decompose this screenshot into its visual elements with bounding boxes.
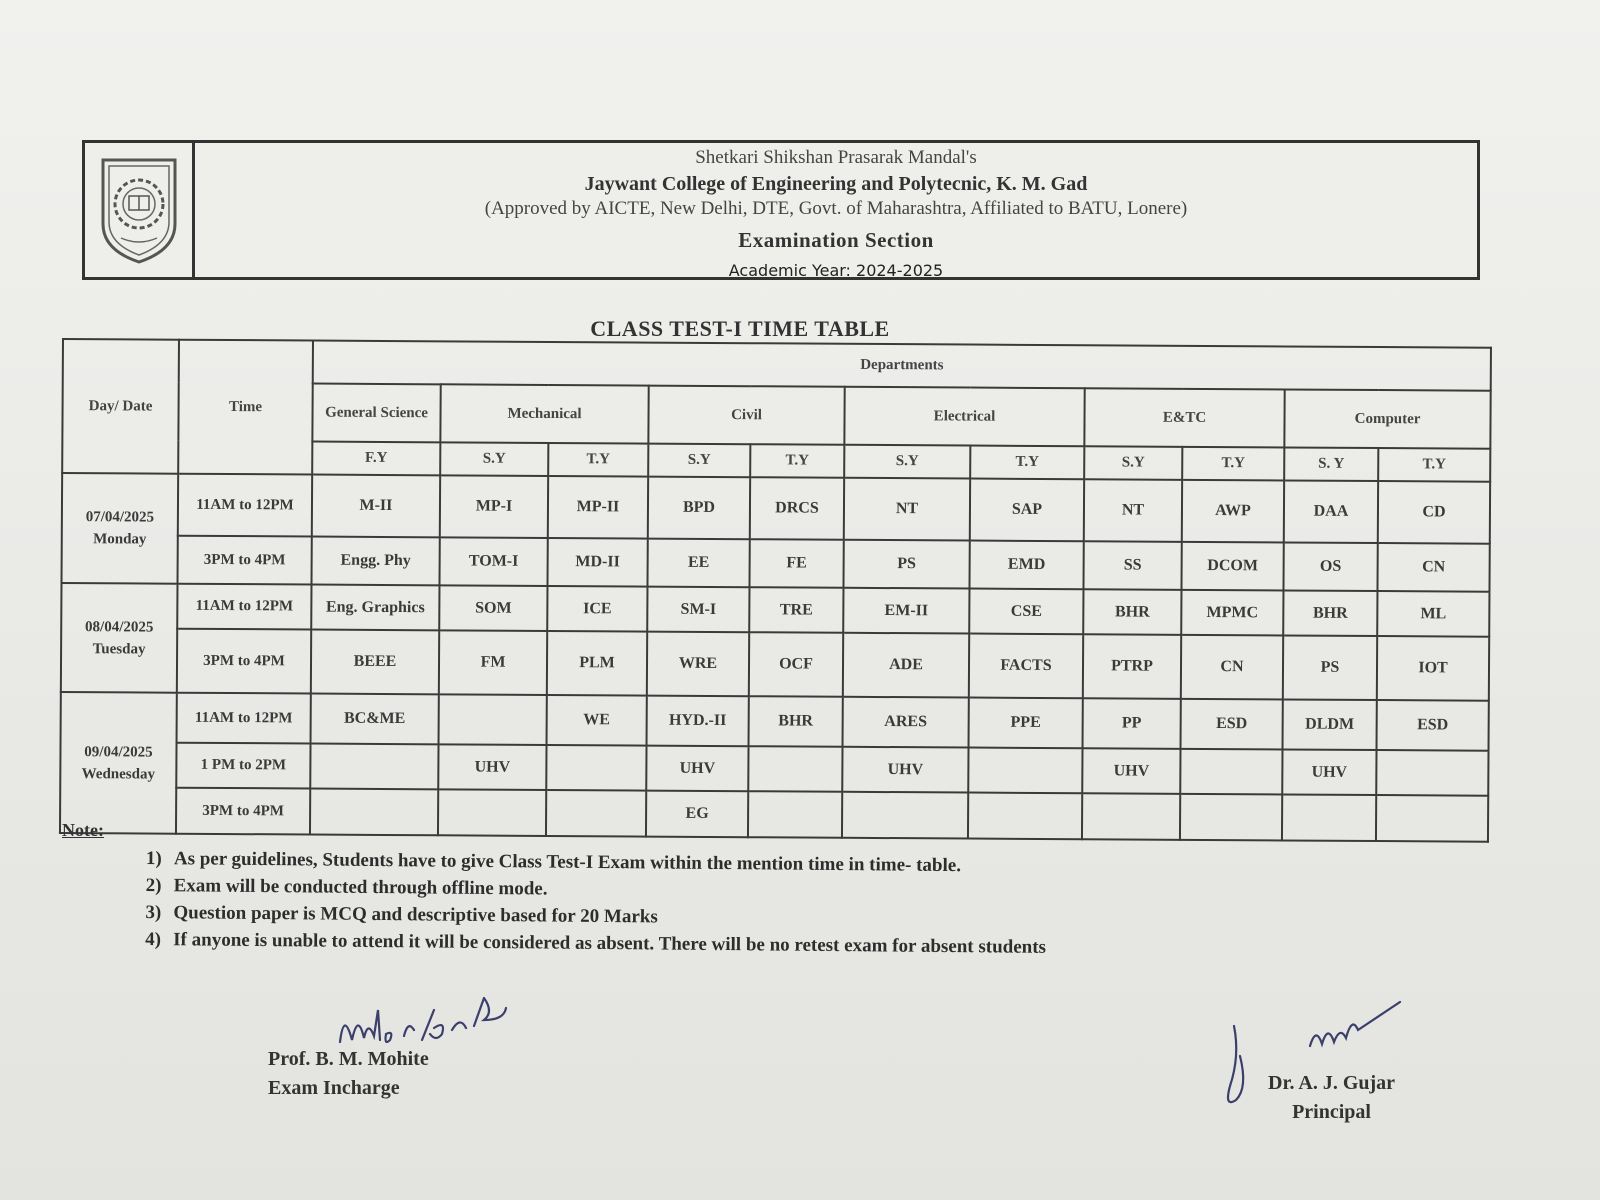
subject-cell: ESD <box>1377 700 1489 750</box>
subject-cell: CD <box>1378 481 1490 544</box>
year-header: S.Y <box>440 443 548 477</box>
header-text <box>195 143 1477 280</box>
subject-cell <box>439 695 547 745</box>
exam-weekday: Wednesday <box>81 765 156 783</box>
note-label: Note: <box>62 820 104 840</box>
subject-cell: UHV <box>438 744 546 790</box>
timetable-title: CLASS TEST-I TIME TABLE <box>590 316 890 341</box>
time-slot-cell: 3PM to 4PM <box>177 629 311 694</box>
department-header: Civil <box>648 386 844 445</box>
subject-cell: AWP <box>1182 480 1284 543</box>
note-text: If anyone is unable to attend it will be considered as absent. There will be no retest exam for absent students <box>173 929 1047 958</box>
subject-cell: EM-II <box>843 588 969 634</box>
subject-cell: MP-II <box>548 476 648 539</box>
society-name: Shetkari Shikshan Prasarak Mandal's <box>695 147 977 168</box>
subject-cell: PP <box>1083 699 1181 749</box>
subject-cell: SOM <box>439 585 547 631</box>
subject-cell: ML <box>1377 591 1489 637</box>
year-header: S.Y <box>844 445 970 479</box>
subject-cell: MP-I <box>440 476 548 539</box>
logo-cell <box>85 143 195 277</box>
subject-cell <box>310 743 438 789</box>
year-header: T.Y <box>970 446 1084 480</box>
subject-cell: UHV <box>1082 748 1180 794</box>
subject-cell: FACTS <box>969 634 1083 699</box>
subject-cell: MPMC <box>1181 590 1283 636</box>
exam-weekday: Monday <box>93 531 147 548</box>
subject-cell: UHV <box>646 746 748 792</box>
subject-cell <box>546 790 646 836</box>
subject-cell: WRE <box>647 632 749 697</box>
subject-cell: DLDM <box>1283 700 1377 750</box>
note-text: Question paper is MCQ and descriptive based for 20 Marks <box>173 902 658 928</box>
subject-cell <box>310 789 438 835</box>
year-header: F.Y <box>312 442 440 476</box>
year-header: T.Y <box>1378 448 1490 482</box>
department-header: Mechanical <box>440 385 648 444</box>
department-header: Computer <box>1284 390 1490 449</box>
subject-cell: EE <box>647 539 749 587</box>
subject-cell: BEEE <box>311 630 439 695</box>
subject-cell <box>968 793 1082 839</box>
year-header: S. Y <box>1284 448 1378 482</box>
year-header: T.Y <box>750 444 844 478</box>
timetable <box>59 338 1492 843</box>
subject-cell: BHR <box>1283 590 1377 636</box>
table-row <box>60 787 1488 841</box>
year-header: T.Y <box>548 443 648 477</box>
subject-cell: SM-I <box>647 586 749 632</box>
time-slot-cell: 3PM to 4PM <box>178 536 312 584</box>
note-text: As per guidelines, Students have to give Class Test-I Exam within the mention time in time- table. <box>173 848 962 877</box>
day-date-cell <box>61 583 178 693</box>
subject-cell: PPE <box>969 698 1083 748</box>
subject-cell <box>968 748 1082 794</box>
subject-cell: Engg. Phy <box>311 537 439 585</box>
subject-cell: TOM-I <box>439 538 547 586</box>
subject-cell <box>1376 750 1488 796</box>
subject-cell: NT <box>1084 480 1182 543</box>
subject-cell: EG <box>646 791 748 837</box>
subject-cell: NT <box>844 478 970 541</box>
exam-weekday: Tuesday <box>92 640 146 658</box>
signatory-principal <box>1268 1072 1395 1124</box>
signatory-role: Principal <box>1292 1101 1371 1123</box>
subject-cell: FM <box>439 631 547 696</box>
subject-cell: M-II <box>312 475 440 538</box>
notes-list <box>145 848 1047 964</box>
table-row <box>62 535 1490 591</box>
year-header: T.Y <box>1182 447 1284 481</box>
subject-cell: EMD <box>969 541 1083 589</box>
subject-cell: FE <box>749 540 843 588</box>
subject-cell: DCOM <box>1181 542 1283 590</box>
time-slot-cell: 1 PM to 2PM <box>176 743 310 789</box>
subject-cell: WE <box>547 695 647 745</box>
section-name: Examination Section <box>738 228 934 252</box>
college-crest-icon <box>97 154 181 266</box>
subject-cell <box>748 746 842 792</box>
subject-cell: IOT <box>1377 636 1489 701</box>
year-header: S.Y <box>1084 446 1182 480</box>
subject-cell: CSE <box>969 588 1083 634</box>
subject-cell: OCF <box>749 633 843 698</box>
note-item <box>146 848 1047 878</box>
signatory-name: Dr. A. J. Gujar <box>1268 1072 1396 1094</box>
subject-cell: UHV <box>842 747 968 793</box>
signatory-name: Prof. B. M. Mohite <box>268 1048 429 1070</box>
exam-date: 07/04/2025 <box>85 509 155 526</box>
note-text: Exam will be conducted through offline mode. <box>173 875 548 900</box>
note-item <box>145 902 1046 932</box>
subject-cell <box>1282 795 1376 841</box>
college-header <box>82 140 1480 280</box>
subject-cell <box>1376 795 1488 841</box>
subject-cell <box>1180 749 1282 795</box>
header-day-date: Day/ Date <box>62 339 179 474</box>
note-item <box>145 929 1046 959</box>
subject-cell: SAP <box>970 479 1084 542</box>
time-slot-cell: 11AM to 12PM <box>177 693 311 743</box>
subject-cell: ICE <box>547 586 647 632</box>
signatory-role: Exam Incharge <box>268 1077 400 1099</box>
subject-cell: ADE <box>843 633 969 698</box>
subject-cell: ESD <box>1181 699 1283 749</box>
header-departments: Departments <box>313 341 1491 392</box>
subject-cell <box>748 792 842 838</box>
subject-cell: BC&ME <box>311 694 439 744</box>
signatory-exam-incharge <box>268 1048 429 1100</box>
subject-cell: BHR <box>749 697 843 747</box>
subject-cell: BPD <box>648 477 750 540</box>
note-number: 2) <box>145 874 162 897</box>
subject-cell <box>1180 794 1282 840</box>
subject-cell <box>546 745 646 791</box>
table-row <box>62 473 1490 544</box>
subject-cell <box>842 792 968 838</box>
subject-cell: HYD.-II <box>647 696 749 746</box>
day-date-cell <box>62 473 179 583</box>
subject-cell: Eng. Graphics <box>311 584 439 630</box>
table-row <box>61 628 1489 701</box>
note-number: 1) <box>145 848 162 870</box>
subject-cell: PS <box>1283 636 1377 701</box>
subject-cell: CN <box>1377 543 1489 591</box>
handwritten-signature-icon <box>1220 996 1410 1116</box>
subject-cell <box>438 790 546 836</box>
note-item <box>146 875 1047 905</box>
subject-cell <box>1082 794 1180 840</box>
subject-cell: PLM <box>547 631 647 696</box>
subject-cell: ARES <box>843 697 969 747</box>
time-slot-cell: 3PM to 4PM <box>176 788 310 834</box>
subject-cell: DRCS <box>750 478 844 541</box>
note-number: 3) <box>145 901 162 924</box>
note-number: 4) <box>145 928 162 951</box>
time-slot-cell: 11AM to 12PM <box>178 474 312 537</box>
subject-cell: BHR <box>1083 589 1181 635</box>
year-header: S.Y <box>648 444 750 478</box>
subject-cell: UHV <box>1282 749 1376 795</box>
department-header: Electrical <box>844 387 1084 446</box>
department-header: General Science <box>312 384 440 443</box>
subject-cell: PS <box>843 540 969 588</box>
subject-cell: OS <box>1283 543 1377 591</box>
day-date-cell <box>60 692 177 833</box>
table-row <box>61 692 1489 750</box>
subject-cell: PTRP <box>1083 635 1181 700</box>
exam-date: 08/04/2025 <box>85 618 154 636</box>
subject-cell: SS <box>1083 542 1181 590</box>
subject-cell: TRE <box>749 587 843 633</box>
subject-cell: CN <box>1181 635 1283 700</box>
time-slot-cell: 11AM to 12PM <box>177 584 311 630</box>
approval-line: (Approved by AICTE, New Delhi, DTE, Govt. of Maharashtra, Affiliated to BATU, Lonere) <box>484 198 1188 219</box>
academic-year: Academic Year: 2024-2025 <box>728 261 944 280</box>
subject-cell: DAA <box>1284 481 1378 544</box>
subject-cell: MD-II <box>547 538 647 586</box>
college-name: Jaywant College of Engineering and Polytecnic, K. M. Gad <box>584 173 1088 195</box>
department-header: E&TC <box>1084 389 1284 448</box>
exam-date: 09/04/2025 <box>84 743 153 761</box>
header-time: Time <box>178 340 313 475</box>
handwritten-signature-icon <box>334 990 514 1060</box>
